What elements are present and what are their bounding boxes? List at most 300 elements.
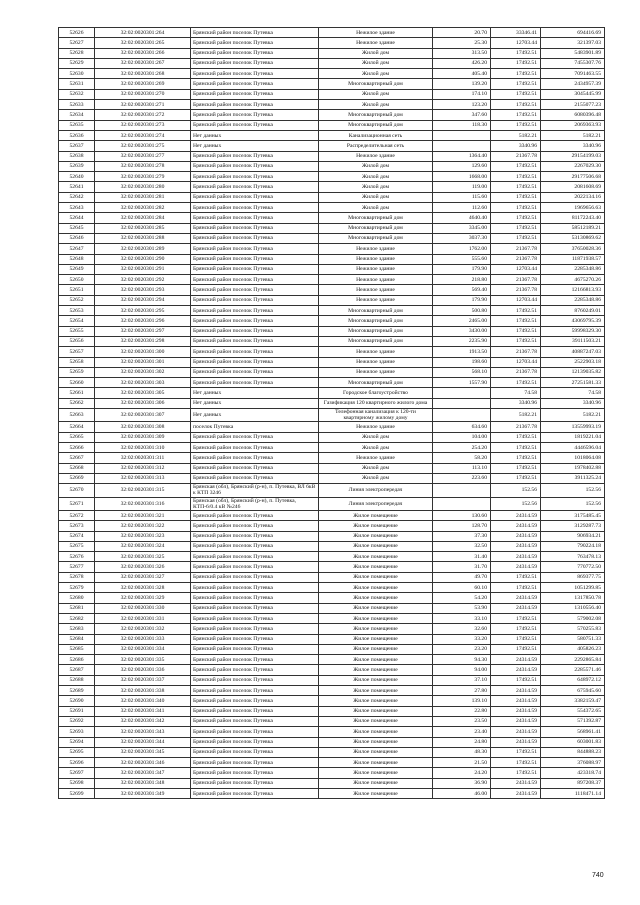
cadastral-number-cell: 32:02:0020301:279 <box>95 172 191 182</box>
cadastral-number-cell: 32:02:0020301:329 <box>95 593 191 603</box>
table-row <box>59 233 605 243</box>
table-row <box>59 789 605 799</box>
row-number-cell: 52652 <box>59 295 95 305</box>
row-number-cell: 52684 <box>59 634 95 644</box>
area-cell: 27.80 <box>433 686 491 696</box>
object-type-cell: Жилое помещение <box>319 665 433 675</box>
unit-cost-cell: 17492.51 <box>491 223 541 233</box>
area-cell: 115.60 <box>433 192 491 202</box>
table-row <box>59 172 605 182</box>
row-number-cell: 52696 <box>59 758 95 768</box>
row-number-cell: 52674 <box>59 531 95 541</box>
address-cell: Брянский район поселок Путевка <box>191 316 319 326</box>
table-row <box>59 285 605 295</box>
cadastral-number-cell: 32:02:0020301:271 <box>95 100 191 110</box>
row-number-cell: 52681 <box>59 603 95 613</box>
registry-sheet <box>58 27 604 799</box>
cadastral-value-cell: 1978402.88 <box>541 463 605 473</box>
row-number-cell: 52688 <box>59 675 95 685</box>
unit-cost-cell: 17492.51 <box>491 378 541 388</box>
table-row <box>59 367 605 377</box>
address-cell: Брянский район поселок Путевка <box>191 789 319 799</box>
row-number-cell: 52639 <box>59 161 95 171</box>
row-number-cell: 52677 <box>59 562 95 572</box>
table-row <box>59 758 605 768</box>
unit-cost-cell: 24314.59 <box>491 552 541 562</box>
cadastral-value-cell: 790224.18 <box>541 541 605 551</box>
cadastral-value-cell: 152.56 <box>541 484 605 497</box>
cadastral-value-cell: 1317850.78 <box>541 593 605 603</box>
unit-cost-cell: 17492.51 <box>491 613 541 623</box>
address-cell: Брянский район поселок Путевка <box>191 79 319 89</box>
table-row <box>59 593 605 603</box>
table-row <box>59 768 605 778</box>
address-cell: Брянский район поселок Путевка <box>191 213 319 223</box>
table-row <box>59 696 605 706</box>
cadastral-value-cell: 2022134.16 <box>541 192 605 202</box>
unit-cost-cell: 17492.51 <box>491 48 541 58</box>
row-number-cell: 52665 <box>59 432 95 442</box>
cadastral-value-cell: 59998329.30 <box>541 326 605 336</box>
row-number-cell: 52631 <box>59 79 95 89</box>
cadastral-value-cell: 40887247.03 <box>541 347 605 357</box>
cadastral-value-cell: 5182.21 <box>541 130 605 140</box>
unit-cost-cell: 17492.51 <box>491 79 541 89</box>
cadastral-number-cell: 32:02:0020301:280 <box>95 182 191 192</box>
address-cell: Брянский район поселок Путевка <box>191 347 319 357</box>
area-cell: 223.60 <box>433 473 491 483</box>
address-cell: Брянский район поселок Путевка <box>191 244 319 254</box>
cadastral-number-cell: 32:02:0020301:293 <box>95 285 191 295</box>
unit-cost-cell: 21367.78 <box>491 244 541 254</box>
address-cell: Брянский район поселок Путевка <box>191 541 319 551</box>
cadastral-number-cell: 32:02:0020301:294 <box>95 295 191 305</box>
unit-cost-cell: 17492.51 <box>491 675 541 685</box>
unit-cost-cell: 24314.59 <box>491 531 541 541</box>
row-number-cell: 52664 <box>59 422 95 432</box>
object-type-cell: Жилое помещение <box>319 552 433 562</box>
unit-cost-cell: 24314.59 <box>491 510 541 520</box>
area-cell: 128.70 <box>433 521 491 531</box>
cadastral-number-cell: 32:02:0020301:341 <box>95 706 191 716</box>
unit-cost-cell: 3340.96 <box>491 141 541 151</box>
row-number-cell: 52636 <box>59 130 95 140</box>
cadastral-value-cell: 694416.69 <box>541 28 605 38</box>
table-row <box>59 706 605 716</box>
address-cell: Брянский район поселок Путевка <box>191 552 319 562</box>
cadastral-value-cell: 74.58 <box>541 388 605 398</box>
object-type-cell: Многоквартирный дом <box>319 110 433 120</box>
cadastral-value-cell: 3382159.47 <box>541 696 605 706</box>
address-cell: Брянский район поселок Путевка <box>191 768 319 778</box>
row-number-cell: 52634 <box>59 110 95 120</box>
unit-cost-cell: 17492.51 <box>491 120 541 130</box>
cadastral-number-cell: 32:02:0020301:344 <box>95 737 191 747</box>
cadastral-number-cell: 32:02:0020301:264 <box>95 28 191 38</box>
area-cell: 139.10 <box>433 696 491 706</box>
area-cell <box>433 484 491 497</box>
cadastral-value-cell: 844888.23 <box>541 747 605 757</box>
area-cell: 48.30 <box>433 747 491 757</box>
cadastral-value-cell: 53130869.62 <box>541 233 605 243</box>
cadastral-number-cell: 32:02:0020301:266 <box>95 48 191 58</box>
row-number-cell: 52680 <box>59 593 95 603</box>
area-cell: 218.80 <box>433 275 491 285</box>
address-cell: Брянский район поселок Путевка <box>191 110 319 120</box>
row-number-cell: 52670 <box>59 484 95 497</box>
address-cell: Брянский район поселок Путевка <box>191 473 319 483</box>
row-number-cell: 52673 <box>59 521 95 531</box>
object-type-cell: Жилое помещение <box>319 768 433 778</box>
row-number-cell: 52651 <box>59 285 95 295</box>
row-number-cell: 52685 <box>59 644 95 654</box>
cadastral-number-cell: 32:02:0020301:343 <box>95 727 191 737</box>
area-cell: 1668.00 <box>433 172 491 182</box>
table-row <box>59 727 605 737</box>
area-cell: 58.20 <box>433 453 491 463</box>
row-number-cell: 52662 <box>59 398 95 408</box>
area-cell: 2235.90 <box>433 336 491 346</box>
unit-cost-cell: 24314.59 <box>491 541 541 551</box>
object-type-cell: Жилой дом <box>319 203 433 213</box>
cadastral-number-cell: 32:02:0020301:326 <box>95 562 191 572</box>
address-cell: Брянский район поселок Путевка <box>191 747 319 757</box>
area-cell: 174.10 <box>433 89 491 99</box>
area-cell: 405.40 <box>433 69 491 79</box>
cadastral-value-cell: 12139035.82 <box>541 367 605 377</box>
area-cell <box>433 497 491 510</box>
table-row <box>59 316 605 326</box>
table-row <box>59 203 605 213</box>
unit-cost-cell: 24314.59 <box>491 789 541 799</box>
area-cell: 21.50 <box>433 758 491 768</box>
object-type-cell: Жилое помещение <box>319 644 433 654</box>
object-type-cell: Нежилое здание <box>319 38 433 48</box>
object-type-cell: Жилое помещение <box>319 593 433 603</box>
row-number-cell: 52660 <box>59 378 95 388</box>
row-number-cell: 52637 <box>59 141 95 151</box>
row-number-cell: 52694 <box>59 737 95 747</box>
unit-cost-cell: 17492.51 <box>491 192 541 202</box>
table-row <box>59 442 605 452</box>
table-row <box>59 306 605 316</box>
object-type-cell: Линия электропередач <box>319 497 433 510</box>
table-row <box>59 473 605 483</box>
row-number-cell: 52699 <box>59 789 95 799</box>
cadastral-value-cell: 39111503.21 <box>541 336 605 346</box>
unit-cost-cell: 21367.78 <box>491 254 541 264</box>
area-cell: 20.70 <box>433 28 491 38</box>
cadastral-number-cell: 32:02:0020301:296 <box>95 316 191 326</box>
cadastral-value-cell: 580751.33 <box>541 634 605 644</box>
object-type-cell: Многоквартирный дом <box>319 223 433 233</box>
table-row <box>59 89 605 99</box>
row-number-cell: 52666 <box>59 442 95 452</box>
row-number-cell: 52692 <box>59 716 95 726</box>
cadastral-number-cell: 32:02:0020301:328 <box>95 583 191 593</box>
table-row <box>59 737 605 747</box>
area-cell: 49.70 <box>433 572 491 582</box>
object-type-cell: Нежилое здание <box>319 295 433 305</box>
cadastral-value-cell: 2285571.46 <box>541 665 605 675</box>
row-number-cell: 52668 <box>59 463 95 473</box>
object-type-cell: Нежилое здание <box>319 244 433 254</box>
unit-cost-cell: 17492.51 <box>491 172 541 182</box>
area-cell: 22.80 <box>433 706 491 716</box>
area-cell: 118.30 <box>433 120 491 130</box>
table-row <box>59 644 605 654</box>
address-cell: Брянский район поселок Путевка <box>191 655 319 665</box>
object-type-cell: Жилое помещение <box>319 706 433 716</box>
row-number-cell: 52687 <box>59 665 95 675</box>
table-row <box>59 275 605 285</box>
cadastral-number-cell: 32:02:0020301:269 <box>95 79 191 89</box>
cadastral-value-cell: 7455307.76 <box>541 58 605 68</box>
area-cell: 254.20 <box>433 442 491 452</box>
table-row <box>59 192 605 202</box>
area-cell: 53.90 <box>433 603 491 613</box>
row-number-cell: 52647 <box>59 244 95 254</box>
unit-cost-cell: 74.58 <box>491 388 541 398</box>
cadastral-value-cell: 2292865.84 <box>541 655 605 665</box>
cadastral-value-cell: 4446596.04 <box>541 442 605 452</box>
cadastral-value-cell: 5182.21 <box>541 408 605 421</box>
unit-cost-cell: 12703.44 <box>491 295 541 305</box>
cadastral-number-cell: 32:02:0020301:337 <box>95 675 191 685</box>
cadastral-value-cell: 321397.03 <box>541 38 605 48</box>
unit-cost-cell: 5182.21 <box>491 408 541 421</box>
table-row <box>59 572 605 582</box>
address-cell: Брянский район поселок Путевка <box>191 172 319 182</box>
cadastral-number-cell: 32:02:0020301:267 <box>95 58 191 68</box>
cadastral-value-cell: 405826.23 <box>541 644 605 654</box>
cadastral-value-cell: 3911325.24 <box>541 473 605 483</box>
object-type-cell: Линия электропередач <box>319 484 433 497</box>
cadastral-number-cell: 32:02:0020301:292 <box>95 275 191 285</box>
unit-cost-cell: 21367.78 <box>491 285 541 295</box>
object-type-cell: Жилое помещение <box>319 572 433 582</box>
area-cell <box>433 388 491 398</box>
area-cell: 60.10 <box>433 583 491 593</box>
area-cell: 23.50 <box>433 716 491 726</box>
cadastral-number-cell: 32:02:0020301:300 <box>95 347 191 357</box>
cadastral-value-cell: 13559993.19 <box>541 422 605 432</box>
cadastral-value-cell: 554372.65 <box>541 706 605 716</box>
area-cell <box>433 141 491 151</box>
cadastral-number-cell: 32:02:0020301:301 <box>95 357 191 367</box>
address-cell: Брянский район поселок Путевка <box>191 28 319 38</box>
unit-cost-cell: 17492.51 <box>491 572 541 582</box>
object-type-cell: Многоквартирный дом <box>319 79 433 89</box>
object-type-cell: Жилой дом <box>319 463 433 473</box>
object-type-cell: Многоквартирный дом <box>319 326 433 336</box>
row-number-cell: 52630 <box>59 69 95 79</box>
unit-cost-cell: 21367.78 <box>491 422 541 432</box>
address-cell: Брянский район поселок Путевка <box>191 432 319 442</box>
cadastral-value-cell: 1118471.14 <box>541 789 605 799</box>
address-cell: Брянский район поселок Путевка <box>191 696 319 706</box>
object-type-cell: Жилое помещение <box>319 613 433 623</box>
cadastral-value-cell: 6080396.48 <box>541 110 605 120</box>
address-cell: Брянский район поселок Путевка <box>191 758 319 768</box>
cadastral-value-cell: 570255.83 <box>541 624 605 634</box>
cadastral-number-cell: 32:02:0020301:289 <box>95 244 191 254</box>
address-cell: Брянский район поселок Путевка <box>191 583 319 593</box>
area-cell: 426.20 <box>433 58 491 68</box>
cadastral-value-cell: 376088.97 <box>541 758 605 768</box>
area-cell: 555.60 <box>433 254 491 264</box>
cadastral-number-cell: 32:02:0020301:347 <box>95 768 191 778</box>
table-row <box>59 388 605 398</box>
cadastral-number-cell: 32:02:0020301:345 <box>95 747 191 757</box>
area-cell: 129.60 <box>433 161 491 171</box>
cadastral-number-cell: 32:02:0020301:333 <box>95 634 191 644</box>
object-type-cell: Нежилое здание <box>319 275 433 285</box>
object-type-cell: Жилой дом <box>319 48 433 58</box>
cadastral-number-cell: 32:02:0020301:348 <box>95 778 191 788</box>
object-type-cell: Многоквартирный дом <box>319 233 433 243</box>
cadastral-number-cell: 32:02:0020301:268 <box>95 69 191 79</box>
table-row <box>59 357 605 367</box>
table-row <box>59 541 605 551</box>
cadastral-value-cell: 81172243.40 <box>541 213 605 223</box>
unit-cost-cell: 17492.51 <box>491 768 541 778</box>
address-cell: Брянский район поселок Путевка <box>191 562 319 572</box>
address-cell: Брянский район поселок Путевка <box>191 100 319 110</box>
address-cell: Брянский район поселок Путевка <box>191 182 319 192</box>
table-row <box>59 264 605 274</box>
table-row <box>59 254 605 264</box>
row-number-cell: 52646 <box>59 233 95 243</box>
row-number-cell: 52628 <box>59 48 95 58</box>
table-row <box>59 634 605 644</box>
cadastral-number-cell: 32:02:0020301:349 <box>95 789 191 799</box>
table-row <box>59 58 605 68</box>
cadastral-value-cell: 2155077.23 <box>541 100 605 110</box>
object-type-cell: Многоквартирный дом <box>319 306 433 316</box>
address-cell: Брянский район поселок Путевка <box>191 737 319 747</box>
object-type-cell: Жилое помещение <box>319 583 433 593</box>
cadastral-value-cell: 2081608.69 <box>541 182 605 192</box>
area-cell: 634.60 <box>433 422 491 432</box>
cadastral-value-cell: 423318.74 <box>541 768 605 778</box>
address-cell: Брянский район поселок Путевка <box>191 48 319 58</box>
row-number-cell: 52649 <box>59 264 95 274</box>
area-cell: 112.60 <box>433 203 491 213</box>
object-type-cell: Многоквартирный дом <box>319 213 433 223</box>
cadastral-number-cell: 32:02:0020301:316 <box>95 497 191 510</box>
address-cell: Брянский район поселок Путевка <box>191 453 319 463</box>
table-row <box>59 110 605 120</box>
row-number-cell: 52656 <box>59 336 95 346</box>
area-cell: 198.60 <box>433 357 491 367</box>
row-number-cell: 52678 <box>59 572 95 582</box>
area-cell: 500.80 <box>433 306 491 316</box>
row-number-cell: 52671 <box>59 497 95 510</box>
address-cell: Нет данных <box>191 388 319 398</box>
cadastral-number-cell: 32:02:0020301:295 <box>95 306 191 316</box>
object-type-cell: Жилое помещение <box>319 686 433 696</box>
unit-cost-cell: 24314.59 <box>491 737 541 747</box>
cadastral-number-cell: 32:02:0020301:321 <box>95 510 191 520</box>
object-type-cell: Жилое помещение <box>319 727 433 737</box>
cadastral-number-cell: 32:02:0020301:297 <box>95 326 191 336</box>
unit-cost-cell: 24314.59 <box>491 686 541 696</box>
cadastral-value-cell: 763478.13 <box>541 552 605 562</box>
address-cell: Брянский район поселок Путевка <box>191 727 319 737</box>
address-cell: Брянский район поселок Путевка <box>191 716 319 726</box>
object-type-cell: Жилой дом <box>319 161 433 171</box>
row-number-cell: 52643 <box>59 203 95 213</box>
address-cell: Нет данных <box>191 398 319 408</box>
unit-cost-cell: 17492.51 <box>491 213 541 223</box>
object-type-cell: Распределительная сеть <box>319 141 433 151</box>
area-cell: 46.00 <box>433 789 491 799</box>
cadastral-number-cell: 32:02:0020301:303 <box>95 378 191 388</box>
unit-cost-cell: 24314.59 <box>491 603 541 613</box>
object-type-cell: Нежилое здание <box>319 28 433 38</box>
cadastral-value-cell: 579002.08 <box>541 613 605 623</box>
object-type-cell: Жилое помещение <box>319 778 433 788</box>
object-type-cell: Жилое помещение <box>319 624 433 634</box>
unit-cost-cell: 3340.96 <box>491 398 541 408</box>
cadastral-value-cell: 27251581.33 <box>541 378 605 388</box>
object-type-cell: Жилое помещение <box>319 758 433 768</box>
address-cell: Брянский район поселок Путевка <box>191 510 319 520</box>
address-cell: Брянский район поселок Путевка <box>191 463 319 473</box>
address-cell: Брянский район поселок Путевка <box>191 686 319 696</box>
cadastral-number-cell: 32:02:0020301:325 <box>95 552 191 562</box>
object-type-cell: Жилое помещение <box>319 675 433 685</box>
row-number-cell: 52698 <box>59 778 95 788</box>
area-cell: 1557.90 <box>433 378 491 388</box>
object-type-cell: Нежилое здание <box>319 347 433 357</box>
unit-cost-cell: 21367.78 <box>491 347 541 357</box>
cadastral-value-cell: 1310556.40 <box>541 603 605 613</box>
row-number-cell: 52640 <box>59 172 95 182</box>
cadastral-value-cell: 2069363.93 <box>541 120 605 130</box>
table-row <box>59 120 605 130</box>
object-type-cell: Нежилое здание <box>319 254 433 264</box>
property-registry-table <box>58 27 605 799</box>
cadastral-value-cell: 1018064.08 <box>541 453 605 463</box>
table-row <box>59 453 605 463</box>
row-number-cell: 52642 <box>59 192 95 202</box>
unit-cost-cell: 17492.51 <box>491 306 541 316</box>
address-cell: Брянский район поселок Путевка <box>191 442 319 452</box>
object-type-cell: Жилое помещение <box>319 747 433 757</box>
cadastral-number-cell: 32:02:0020301:307 <box>95 408 191 421</box>
cadastral-number-cell: 32:02:0020301:273 <box>95 120 191 130</box>
table-row <box>59 336 605 346</box>
unit-cost-cell: 17492.51 <box>491 233 541 243</box>
cadastral-number-cell: 32:02:0020301:309 <box>95 432 191 442</box>
object-type-cell: Жилой дом <box>319 432 433 442</box>
address-cell: Брянский район поселок Путевка <box>191 675 319 685</box>
address-cell: Брянский район поселок Путевка <box>191 613 319 623</box>
area-cell: 313.50 <box>433 48 491 58</box>
table-row <box>59 778 605 788</box>
cadastral-value-cell: 1969656.63 <box>541 203 605 213</box>
row-number-cell: 52675 <box>59 541 95 551</box>
area-cell: 32.60 <box>433 624 491 634</box>
table-row <box>59 613 605 623</box>
address-cell: Нет данных <box>191 408 319 421</box>
address-cell: Брянский район поселок Путевка <box>191 254 319 264</box>
object-type-cell: Жилой дом <box>319 69 433 79</box>
row-number-cell: 52626 <box>59 28 95 38</box>
unit-cost-cell: 12703.44 <box>491 357 541 367</box>
